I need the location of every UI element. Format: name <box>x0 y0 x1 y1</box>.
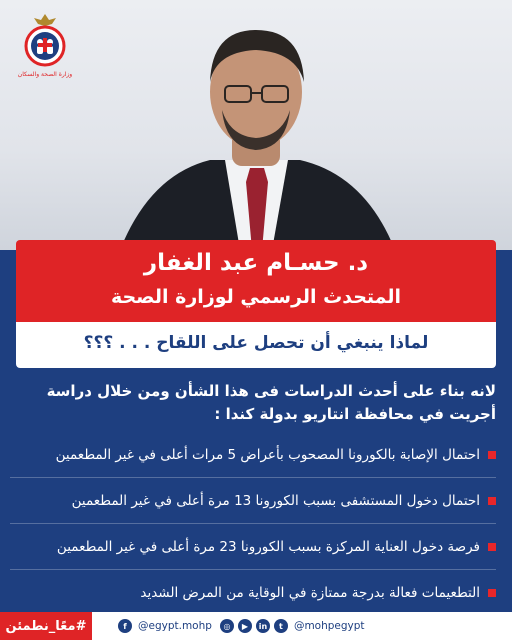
intro-text <box>12 380 496 426</box>
list-item <box>10 432 496 478</box>
intro-line-2: أجريت في محافظة انتاريو بدولة كندا : <box>214 405 496 423</box>
handle-right[interactable]: @mohpegypt <box>293 620 365 632</box>
bullet-square-icon <box>488 543 496 551</box>
twitter-icon[interactable]: t <box>274 619 288 633</box>
speaker-photo <box>0 0 512 250</box>
facebook-icon[interactable]: f <box>118 619 132 633</box>
handle-left[interactable]: @egypt.mohp <box>138 620 212 632</box>
logo-caption: وزارة الصحة والسكان <box>17 71 73 78</box>
linkedin-icon[interactable]: in <box>256 619 270 633</box>
ministry-logo <box>16 12 74 80</box>
list-item <box>10 478 496 524</box>
hashtag-badge: #معًا_نطمئن <box>0 612 92 640</box>
intro-line-1: لانه بناء على أحدث الدراسات فى هذا الشأن ومن خلال دراسة <box>46 382 496 400</box>
youtube-icon[interactable]: ▶ <box>238 619 252 633</box>
question-box <box>16 322 496 368</box>
ministry-of-health-logo-icon <box>16 12 74 80</box>
speaker-role: المتحدث الرسمي لوزارة الصحة <box>110 286 402 308</box>
list-item <box>10 524 496 570</box>
instagram-icon[interactable]: ◎ <box>220 619 234 633</box>
speaker-name-banner <box>16 240 496 322</box>
social-handles <box>118 612 369 640</box>
fact-text: التطعيمات فعالة بدرجة ممتازة في الوقاية من المرض الشديد <box>140 585 480 601</box>
bullet-square-icon <box>488 497 496 505</box>
bullet-square-icon <box>488 589 496 597</box>
speaker-portrait-illustration <box>0 0 512 250</box>
facts-list <box>10 432 496 616</box>
bullet-square-icon <box>488 451 496 459</box>
speaker-name: د. حسـام عبد الغفار <box>143 250 369 276</box>
fact-text: فرصة دخول العناية المركزة بسبب الكورونا 23 مرة أعلى في غير المطعمين <box>56 538 480 555</box>
footer-bar <box>0 612 512 640</box>
fact-text: احتمال دخول المستشفى بسبب الكورونا 13 مرة أعلى في غير المطعمين <box>71 492 480 509</box>
fact-text: احتمال الإصابة بالكورونا المصحوب بأعراض 5 مرات أعلى في غير المطعمين <box>55 446 480 463</box>
question-title: لماذا ينبغي أن تحصل على اللقاح . . . ؟؟؟ <box>83 333 429 353</box>
list-item <box>10 570 496 616</box>
